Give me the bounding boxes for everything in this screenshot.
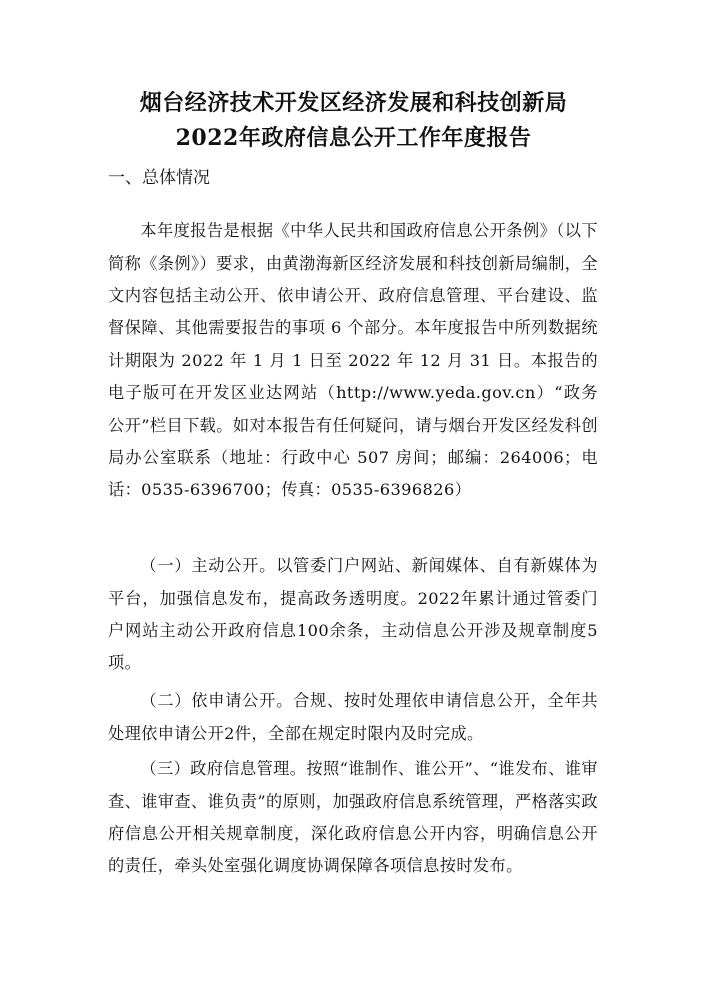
item-lead: （一）主动公开。: [140, 556, 277, 576]
item-lead: （三）政府信息管理。: [140, 759, 307, 779]
item-body: 以管委门户网站、新闻媒体、自有新媒体为平台，加强信息发布，提高政务透明度。2022年累计通过管委门户网站主动公开政府信息100余条，主动信息公开涉及规章制度5项。: [108, 556, 598, 673]
item-information-management: [108, 753, 598, 883]
report-title-line-2: 2022年政府信息公开工作年度报告: [175, 125, 532, 151]
item-lead: （二）依申请公开。: [140, 691, 294, 711]
item-body: 合规、按时处理依申请信息公开，全年共处理依申请公开2件，全部在规定时限内及时完成。: [108, 691, 599, 743]
intro-paragraph: 本年度报告是根据《中华人民共和国政府信息公开条例》（以下简称《条例》）要求，由黄渤海新区经济发展和科技创新局编制，全文内容包括主动公开、依申请公开、政府信息管理、平台建设、监督保障、其他需要报告的事项 6 个部分。本年度报告中所列数据统计期限为 2022 年 1 月 1 日至 2022 年 12 月 31 日。本报告的电子版可在开发区业达网站（http://www.yeda.gov.cn）“政务公开”栏目下载。如对本报告有任何疑问，请与烟台开发区经发科创局办公室联系（地址：行政中心 507 房间；邮编：264006；电话：0535-6396700；传真：0535-6396826）: [108, 221, 598, 500]
section-heading: 一、总体情况: [108, 168, 210, 188]
report-title-line-1: 烟台经济技术开发区经济发展和科技创新局: [139, 90, 568, 116]
item-body: 按照“谁制作、谁公开”、“谁发布、谁审查、谁审查、谁负责”的原则，加强政府信息系统管理，严格落实政府信息公开相关规章制度，深化政府信息公开内容，明确信息公开的责任，牵头处室强化调度协调保障各项信息按时发布。: [108, 759, 598, 876]
item-application-disclosure: [108, 685, 598, 750]
item-active-disclosure: [108, 550, 598, 680]
